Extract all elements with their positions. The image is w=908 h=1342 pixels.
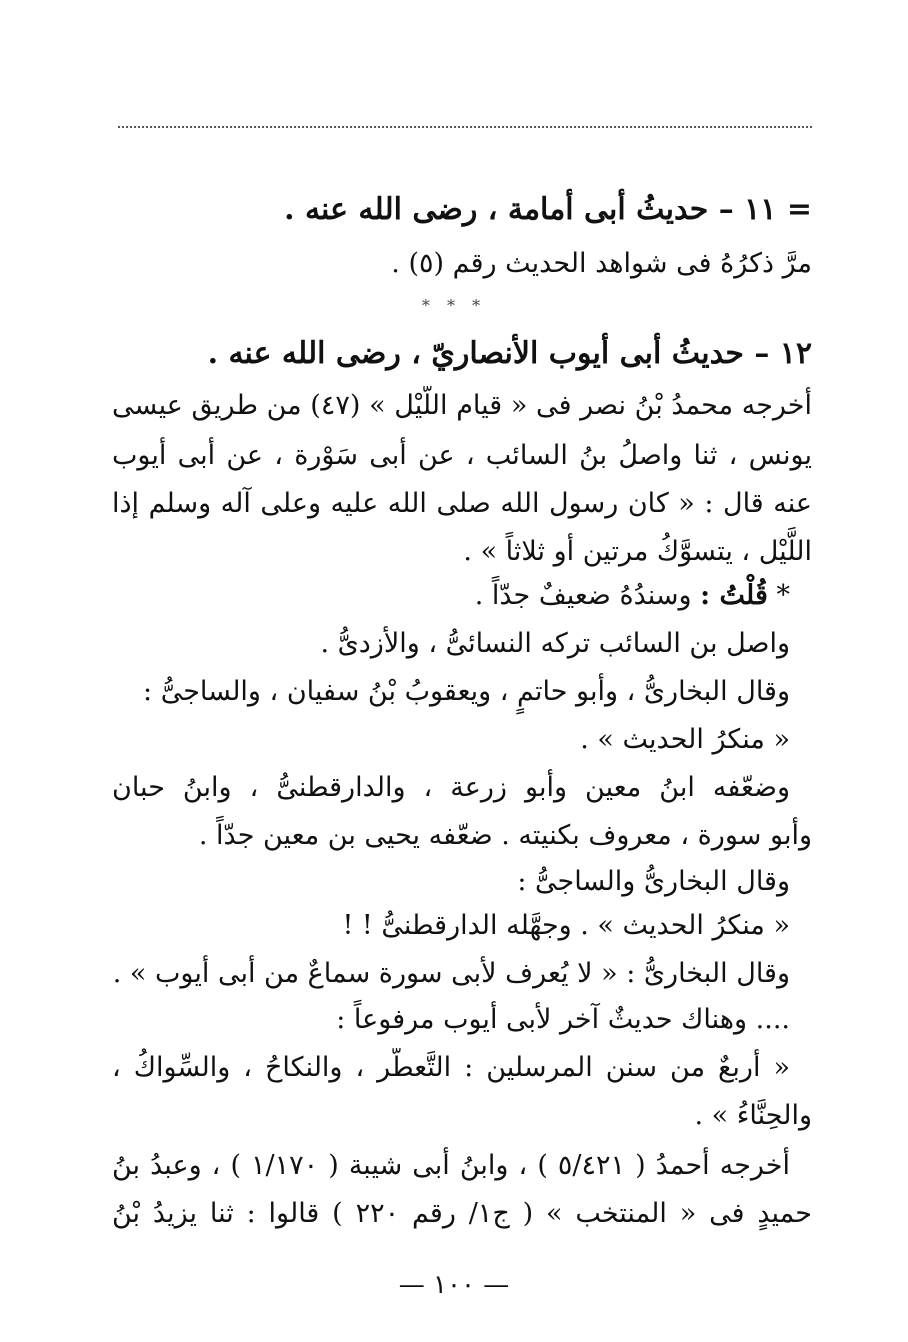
text-line: .... وهناك حديثٌ آخر لأبى أيوب مرفوعاً :	[336, 1004, 790, 1035]
text-line: حميدٍ فى « المنتخب » ( ج١/ رقم ٢٢٠ ) قالوا : ثنا يزيدُ بْنُ	[112, 1198, 812, 1229]
heading-hadith-11: = ١١ – حديثُ أبى أمامة ، رضى الله عنه .	[284, 192, 812, 227]
text-line: وضعّفه ابنُ معين وأبو زرعة ، والدارقطنىُّ ، وابنُ حبان	[112, 772, 790, 803]
text-line: والحِنَّاءُ » .	[694, 1100, 812, 1131]
text-line: وقال البخارىُّ : « لا يُعرف لأبى سورة سماعٌ من أبى أيوب » .	[112, 958, 790, 989]
text-line: « منكرُ الحديث » .	[580, 724, 790, 755]
text-line: عنه قال : « كان رسول الله صلى الله عليه وعلى آله وسلم إذا	[112, 488, 812, 519]
page-number: — ١٠٠ —	[398, 1270, 510, 1300]
text-line: أخرجه أحمدُ ( ٥/٤٢١ ) ، وابنُ أبى شيبة ( ١/١٧٠ ) ، وعبدُ بنُ	[112, 1150, 790, 1181]
text-line: وأبو سورة ، معروف بكنيته . ضعّفه يحيى بن معين جدّاً .	[198, 820, 812, 851]
text-line: « منكرُ الحديث » . وجهَّله الدارقطنىُّ ! !	[342, 910, 790, 941]
text-line: يونس ، ثنا واصلُ بنُ السائب ، عن أبى سَوْرة ، عن أبى أيوب	[112, 440, 812, 471]
heading-hadith-12: ١٢ – حديثُ أبى أيوب الأنصاريّ ، رضى الله عنه .	[207, 336, 812, 371]
qult-line	[475, 576, 790, 616]
text-line: « أربعٌ من سنن المرسلين : التَّعطُّر ، والنكاحُ ، والسِّواكُ ،	[112, 1052, 790, 1083]
text-line: اللَّيْل ، يتسوَّكُ مرتين أو ثلاثاً » .	[463, 536, 812, 567]
text-line: واصل بن السائب تركه النسائىُّ ، والأزدىُّ .	[320, 628, 790, 659]
text-line: مرَّ ذكرُهُ فى شواهد الحديث رقم (٥) .	[391, 248, 812, 279]
qult-word: قُلْتُ :	[700, 580, 768, 611]
section-stars: * * *	[421, 296, 487, 315]
star-marker: *	[776, 580, 790, 611]
text-line: أخرجه محمدُ بْنُ نصر فى « قيام اللَّيْل » (٤٧) من طريق عيسى	[112, 390, 812, 421]
text-line: وقال البخارىُّ والساجىُّ :	[517, 866, 790, 897]
qult-text: وسندُهُ ضعيفٌ جدّاً .	[474, 580, 692, 611]
text-line: وقال البخارىُّ ، وأبو حاتمٍ ، ويعقوبُ بْنُ سفيان ، والساجىُّ :	[143, 676, 790, 707]
dotted-separator	[118, 126, 812, 128]
